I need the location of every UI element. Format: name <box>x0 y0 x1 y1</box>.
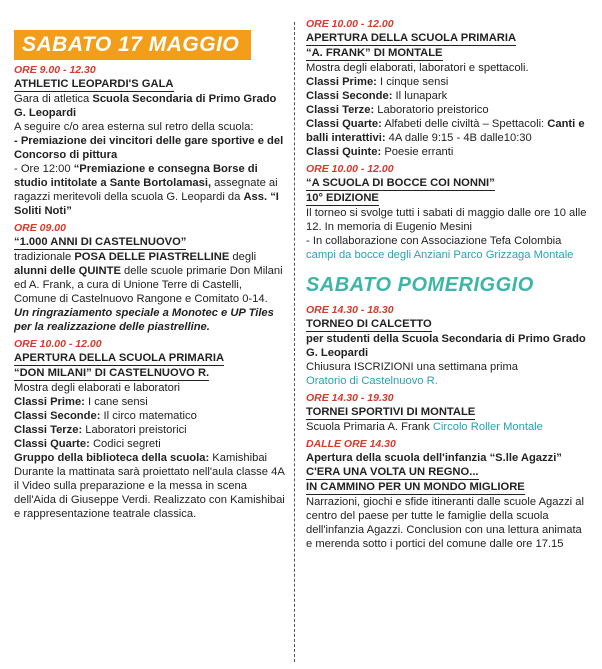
class-row: Classi Quarte: Alfabeti delle civiltà – Spettacoli: Canti e balli interattivi: 4A dalle 9:15 - 4B dalle10:30 <box>306 118 585 144</box>
event-title: “1.000 ANNI DI CASTELNUOVO” <box>14 236 187 248</box>
class-row: Classi Quarte: Codici segreti <box>14 438 161 450</box>
event-time: ORE 14.30 - 18.30 <box>306 304 394 316</box>
event-bocce <box>306 163 588 262</box>
event-subtitle: “A. FRANK” DI MONTALE <box>306 47 443 59</box>
afternoon-banner <box>306 270 588 300</box>
event-time: ORE 10.00 - 12.00 <box>306 18 394 30</box>
event-time: DALLE ORE 14.30 <box>306 438 396 450</box>
right-column <box>306 0 588 555</box>
event-description: per studenti della Scuola Secondaria di Primo Grado G. Leopardi <box>306 333 586 359</box>
event-description: tradizionale POSA DELLE PIASTRELLINE degli alunni delle QUINTE delle scuole primarie Don Milani ed A. Frank, a cura di Unione Terre di Castelli, Comune di Castelnuovo Rangone e Comitato 0-14. <box>14 251 283 305</box>
event-note: Chiusura ISCRIZIONI una settimana prima <box>306 361 519 373</box>
class-row: Classi Terze: Laboratorio preistorico <box>306 104 489 116</box>
event-title: ATHLETIC LEOPARDI'S GALA <box>14 78 174 90</box>
class-row: Classi Prime: I cinque sensi <box>306 76 449 88</box>
event-time: ORE 10.00 - 12.00 <box>14 338 102 350</box>
class-row: Classi Terze: Laboratori preistorici <box>14 424 187 436</box>
event-description: Il torneo si svolge tutti i sabati di maggio dalle ore 10 alle 12. In memoria di Eugenio Mesini <box>306 207 587 233</box>
event-title: “A SCUOLA DI BOCCE COI NONNI” <box>306 177 495 189</box>
class-row: Classi Seconde: Il circo matematico <box>14 410 197 422</box>
event-location: Oratorio di Castelnuovo R. <box>306 375 438 387</box>
event-time: ORE 9.00 - 12.30 <box>14 64 96 76</box>
event-calcetto <box>306 304 588 388</box>
event-a-frank <box>306 18 588 159</box>
event-intro: Apertura della scuola dell'infanzia “S.lle Agazzi” <box>306 452 562 464</box>
event-subtitle: IN CAMMINO PER UN MONDO MIGLIORE <box>306 481 525 493</box>
afternoon-banner-title: SABATO POMERIGGIO <box>306 274 534 296</box>
event-thanks: Un ringraziamento speciale a Monotec e UP Tiles per la realizzazione delle piastrelline. <box>14 307 274 333</box>
event-collab: - In collaborazione con Associazione Tefa Colombia campi da bocce degli Anziani Parco Grizzaga Montale <box>306 235 574 261</box>
class-row: Classi Prime: I cane sensi <box>14 396 148 408</box>
event-tiles <box>14 222 286 334</box>
event-award: - Premiazione dei vincitori delle gare sportive e del Concorso di pittura <box>14 135 284 161</box>
event-note: A seguire c/o area esterna sul retro della scuola: <box>14 121 254 133</box>
event-subtitle: “DON MILANI” DI CASTELNUOVO R. <box>14 367 210 379</box>
event-location-row: Scuola Primaria A. Frank Circolo Roller Montale <box>306 421 543 433</box>
left-column <box>14 0 286 525</box>
event-title: APERTURA DELLA SCUOLA PRIMARIA <box>14 352 225 364</box>
event-scholarship: - Ore 12:00 “Premiazione e consegna Borse di studio intitolate a Sante Bortolamasi, assegnate ai ragazzi meritevoli della scuola G. Leopardi da Ass. “I Soliti Noti” <box>14 163 279 217</box>
event-description: Mostra degli elaborati e laboratori <box>14 382 181 394</box>
event-paragraph: Narrazioni, giochi e sfide itineranti dalle scuole Agazzi al centro del paese per tutte le famiglie della scuola dell'infanzia Agazzi. Conclusion con una lettura animata e merenda sotto i portici del comune dalle ore 17.15 <box>306 496 584 550</box>
event-don-milani <box>14 338 286 521</box>
event-subtitle: 10° EDIZIONE <box>306 192 379 204</box>
event-time: ORE 14.30 - 19.30 <box>306 392 394 404</box>
event-title: APERTURA DELLA SCUOLA PRIMARIA <box>306 32 517 44</box>
event-tornei <box>306 392 588 434</box>
event-title: TORNEO DI CALCETTO <box>306 318 432 330</box>
event-agazzi <box>306 438 588 551</box>
saturday-banner <box>14 30 286 60</box>
event-paragraph: Durante la mattinata sarà proiettato nell'aula classe 4A il Video sulla preparazione e la messa in scena dell'Aida di Giuseppe Verdi. Realizzato con Kamishibai e rappresentazione teatrale classica. <box>14 466 285 520</box>
class-row: Classi Quinte: Poesie erranti <box>306 146 454 158</box>
event-time: ORE 10.00 - 12.00 <box>306 163 394 175</box>
event-description: Gara di atletica Scuola Secondaria di Primo Grado G. Leopardi <box>14 93 277 119</box>
event-title: C'ERA UNA VOLTA UN REGNO... <box>306 466 479 478</box>
column-divider <box>294 22 295 662</box>
event-title: TORNEI SPORTIVI DI MONTALE <box>306 406 476 418</box>
library-group: Gruppo della biblioteca della scuola: Kamishibai <box>14 452 268 464</box>
class-row: Classi Seconde: Il lunapark <box>306 90 448 102</box>
event-time: ORE 09.00 <box>14 222 66 234</box>
event-athletic-gala <box>14 64 286 218</box>
saturday-banner-title: SABATO 17 MAGGIO <box>14 30 251 60</box>
event-description: Mostra degli elaborati, laboratori e spettacoli. <box>306 62 529 74</box>
